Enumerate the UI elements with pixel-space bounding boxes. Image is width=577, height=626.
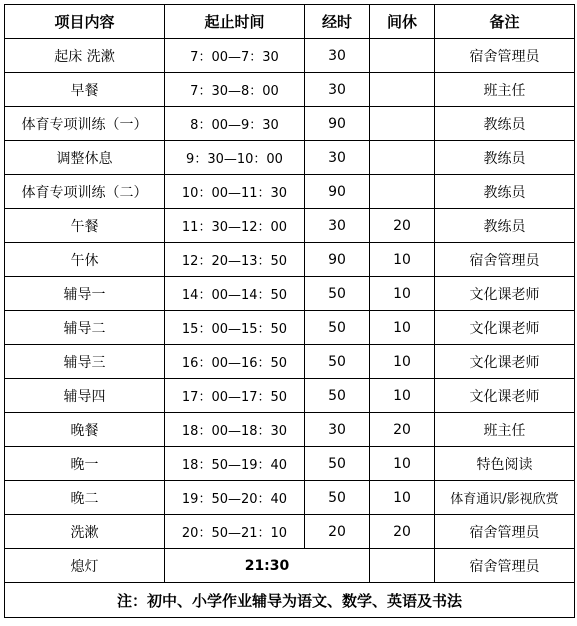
cell-item: 午休 (5, 243, 165, 277)
cell-rest: 20 (370, 209, 435, 243)
cell-note: 文化课老师 (435, 311, 575, 345)
cell-time: 10：00—11：30 (165, 175, 305, 209)
table-row (5, 175, 575, 209)
cell-rest: 10 (370, 379, 435, 413)
cell-time: 15：00—15：50 (165, 311, 305, 345)
cell-rest: 10 (370, 243, 435, 277)
cell-rest: 10 (370, 277, 435, 311)
table-row (5, 345, 575, 379)
cell-time: 16：00—16：50 (165, 345, 305, 379)
table-row (5, 447, 575, 481)
cell-time: 8：00—9：30 (165, 107, 305, 141)
cell-note: 教练员 (435, 107, 575, 141)
cell-item: 晚二 (5, 481, 165, 515)
cell-rest (370, 107, 435, 141)
cell-note: 宿舍管理员 (435, 515, 575, 549)
cell-note: 班主任 (435, 413, 575, 447)
cell-duration: 50 (305, 447, 370, 481)
cell-time: 19：50—20：40 (165, 481, 305, 515)
cell-duration: 90 (305, 243, 370, 277)
cell-note: 宿舍管理员 (435, 39, 575, 73)
footer-row (5, 583, 575, 618)
cell-note: 宿舍管理员 (435, 549, 575, 583)
cell-rest: 20 (370, 413, 435, 447)
table-row (5, 141, 575, 175)
cell-note: 文化课老师 (435, 345, 575, 379)
cell-duration: 20 (305, 515, 370, 549)
header-note: 备注 (435, 5, 575, 39)
table-row (5, 413, 575, 447)
header-rest: 间休 (370, 5, 435, 39)
lights-out-row (5, 549, 575, 583)
header-duration: 经时 (305, 5, 370, 39)
cell-time: 20：50—21：10 (165, 515, 305, 549)
cell-rest (370, 175, 435, 209)
cell-note: 教练员 (435, 141, 575, 175)
cell-time: 17：00—17：50 (165, 379, 305, 413)
cell-rest: 10 (370, 481, 435, 515)
table-row (5, 39, 575, 73)
cell-item: 起床 洗漱 (5, 39, 165, 73)
cell-rest: 10 (370, 447, 435, 481)
cell-duration: 30 (305, 141, 370, 175)
cell-note: 特色阅读 (435, 447, 575, 481)
table-row (5, 107, 575, 141)
table-row (5, 73, 575, 107)
schedule-sheet (4, 4, 574, 618)
table-row (5, 209, 575, 243)
cell-duration: 50 (305, 481, 370, 515)
cell-item: 体育专项训练（二） (5, 175, 165, 209)
cell-duration: 90 (305, 107, 370, 141)
table-row (5, 379, 575, 413)
table-row (5, 481, 575, 515)
cell-time: 21:30 (165, 549, 370, 583)
cell-note: 教练员 (435, 175, 575, 209)
cell-rest (370, 141, 435, 175)
cell-item: 熄灯 (5, 549, 165, 583)
cell-duration: 50 (305, 277, 370, 311)
cell-duration: 30 (305, 413, 370, 447)
cell-item: 辅导二 (5, 311, 165, 345)
cell-duration: 50 (305, 345, 370, 379)
header-row (5, 5, 575, 39)
cell-note: 文化课老师 (435, 379, 575, 413)
cell-duration: 50 (305, 379, 370, 413)
cell-rest (370, 39, 435, 73)
header-item: 项目内容 (5, 5, 165, 39)
cell-item: 辅导四 (5, 379, 165, 413)
cell-item: 早餐 (5, 73, 165, 107)
cell-note: 体育通识/影视欣赏 (435, 481, 575, 515)
cell-duration: 30 (305, 73, 370, 107)
cell-item: 调整休息 (5, 141, 165, 175)
cell-item: 洗漱 (5, 515, 165, 549)
cell-time: 7：30—8：00 (165, 73, 305, 107)
cell-item: 午餐 (5, 209, 165, 243)
cell-time: 12：20—13：50 (165, 243, 305, 277)
cell-rest: 20 (370, 515, 435, 549)
cell-time: 9：30—10：00 (165, 141, 305, 175)
cell-rest: 10 (370, 345, 435, 379)
table-row (5, 243, 575, 277)
cell-time: 7：00—7：30 (165, 39, 305, 73)
cell-note: 文化课老师 (435, 277, 575, 311)
cell-note: 宿舍管理员 (435, 243, 575, 277)
cell-rest: 10 (370, 311, 435, 345)
cell-item: 晚餐 (5, 413, 165, 447)
cell-time: 18：50—19：40 (165, 447, 305, 481)
cell-note: 教练员 (435, 209, 575, 243)
header-time: 起止时间 (165, 5, 305, 39)
cell-duration: 30 (305, 209, 370, 243)
cell-rest (370, 73, 435, 107)
cell-item: 晚一 (5, 447, 165, 481)
cell-item: 辅导三 (5, 345, 165, 379)
cell-note: 班主任 (435, 73, 575, 107)
cell-duration: 90 (305, 175, 370, 209)
table-row (5, 277, 575, 311)
cell-time: 18：00—18：30 (165, 413, 305, 447)
cell-duration: 50 (305, 311, 370, 345)
cell-time: 14：00—14：50 (165, 277, 305, 311)
cell-time: 11：30—12：00 (165, 209, 305, 243)
schedule-table (4, 4, 575, 618)
table-row (5, 311, 575, 345)
cell-rest (370, 549, 435, 583)
table-row (5, 515, 575, 549)
cell-item: 辅导一 (5, 277, 165, 311)
cell-item: 体育专项训练（一） (5, 107, 165, 141)
cell-duration: 30 (305, 39, 370, 73)
footer-note: 注：初中、小学作业辅导为语文、数学、英语及书法 (5, 583, 575, 618)
